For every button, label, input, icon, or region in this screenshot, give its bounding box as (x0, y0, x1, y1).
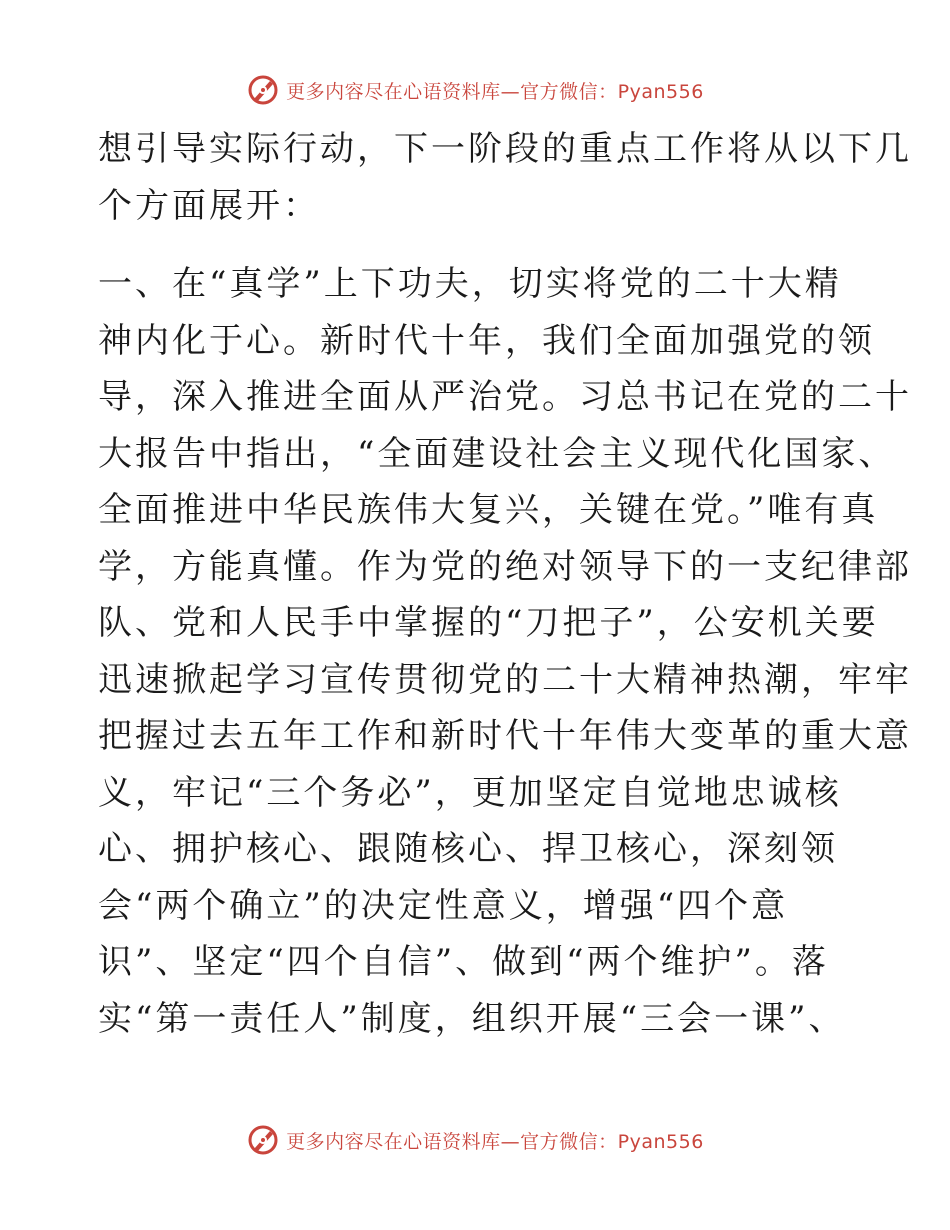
text-line: 会“两个确立”的决定性意义，增强“四个意 (98, 885, 789, 926)
text-line: 迅速掀起学习宣传贯彻党的二十大精神热潮，牢牢 (98, 659, 912, 700)
text-line: 导，深入推进全面从严治党。习总书记在党的二十 (98, 377, 912, 417)
text-line: 把握过去五年工作和新时代十年伟大变革的重大意 (98, 716, 912, 756)
paragraph-intro (98, 121, 912, 234)
text-line: 大报告中指出，“全面建设社会主义现代化国家、 (98, 433, 896, 474)
ink-pen-circle-icon (246, 1123, 280, 1157)
watermark-text: 更多内容尽在心语资料库—官方微信：Pyan556 (286, 1130, 704, 1153)
text-line: 识”、坚定“四个自信”、做到“两个维护”。落 (98, 942, 829, 982)
footer-watermark (0, 1120, 950, 1160)
text-line: 学，方能真懂。作为党的绝对领导下的一支纪律部 (98, 546, 912, 587)
text-line: 实“第一责任人”制度，组织开展“三会一课”、 (98, 998, 846, 1039)
text-line: 一、在“真学”上下功夫，切实将党的二十大精 (98, 264, 842, 304)
document-body (98, 121, 912, 1047)
text-line: 义，牢记“三个务必”，更加坚定自觉地忠诚核 (98, 772, 842, 813)
text-line: 心、拥护核心、跟随核心、捍卫核心，深刻领 (98, 829, 838, 869)
watermark-text: 更多内容尽在心语资料库—官方微信：Pyan556 (286, 80, 704, 103)
paragraph-section-one (98, 256, 912, 1047)
text-line: 想引导实际行动，下一阶段的重点工作将从以下几 (98, 129, 912, 169)
ink-pen-circle-icon (246, 73, 280, 107)
text-line: 个方面展开： (98, 185, 320, 226)
text-line: 神内化于心。新时代十年，我们全面加强党的领 (98, 320, 875, 361)
header-watermark (0, 70, 950, 110)
text-line: 队、党和人民手中掌握的“刀把子”，公安机关要 (98, 603, 879, 643)
text-line: 全面推进中华民族伟大复兴，关键在党。”唯有真 (98, 490, 879, 530)
